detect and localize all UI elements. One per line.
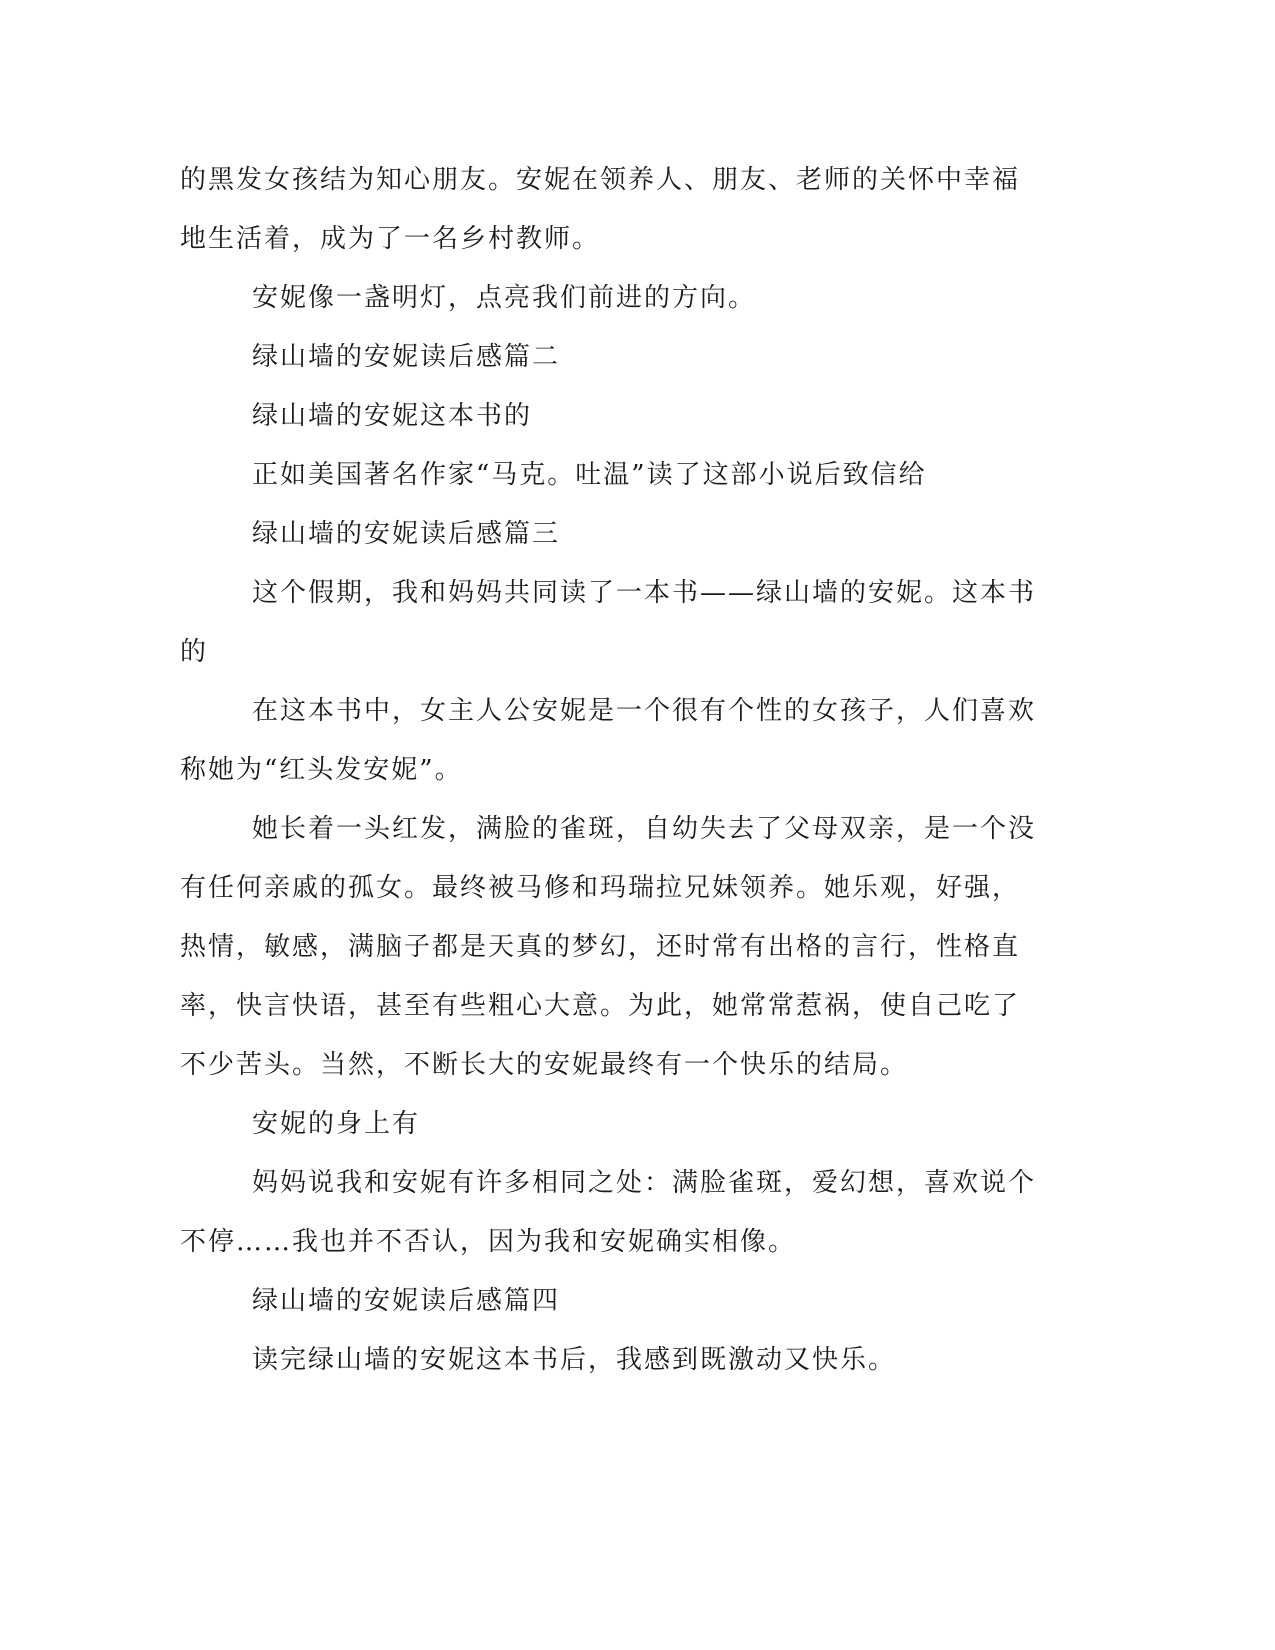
text-line: 地生活着，成为了一名乡村教师。	[180, 224, 601, 254]
text-line: 称她为“红头发安妮”。	[180, 755, 463, 785]
text-line: 热情，敏感，满脑子都是天真的梦幻，还时常有出格的言行，性格直	[180, 932, 1021, 962]
section-heading: 绿山墙的安妮读后感篇二	[252, 342, 561, 372]
text-line: 的	[180, 637, 209, 667]
text-line: 读完绿山墙的安妮这本书后，我感到既激动又快乐。	[252, 1345, 897, 1375]
text-line: 的黑发女孩结为知心朋友。安妮在领养人、朋友、老师的关怀中幸福	[180, 165, 1021, 195]
text-line: 安妮像一盏明灯，点亮我们前进的方向。	[252, 283, 757, 313]
text-line: 这个假期，我和妈妈共同读了一本书——绿山墙的安妮。这本书	[252, 578, 1037, 608]
text-line: 率，快言快语，甚至有些粗心大意。为此，她常常惹祸，使自己吃了	[180, 991, 1021, 1021]
text-line: 在这本书中，女主人公安妮是一个很有个性的女孩子，人们喜欢	[252, 696, 1037, 726]
text-line: 正如美国著名作家“马克。吐温”读了这部小说后致信给	[252, 460, 927, 490]
text-line: 妈妈说我和安妮有许多相同之处：满脸雀斑，爱幻想，喜欢说个	[252, 1168, 1037, 1198]
section-heading: 绿山墙的安妮读后感篇三	[252, 519, 561, 549]
text-line: 绿山墙的安妮这本书的	[252, 401, 533, 431]
text-line: 不少苦头。当然，不断长大的安妮最终有一个快乐的结局。	[180, 1050, 909, 1080]
text-line: 有任何亲戚的孤女。最终被马修和玛瑞拉兄妹领养。她乐观，好强，	[180, 873, 1021, 903]
text-line: 安妮的身上有	[252, 1109, 421, 1139]
text-line: 不停……我也并不否认，因为我和安妮确实相像。	[180, 1227, 797, 1257]
text-line: 她长着一头红发，满脸的雀斑，自幼失去了父母双亲，是一个没	[252, 814, 1037, 844]
section-heading: 绿山墙的安妮读后感篇四	[252, 1286, 561, 1316]
